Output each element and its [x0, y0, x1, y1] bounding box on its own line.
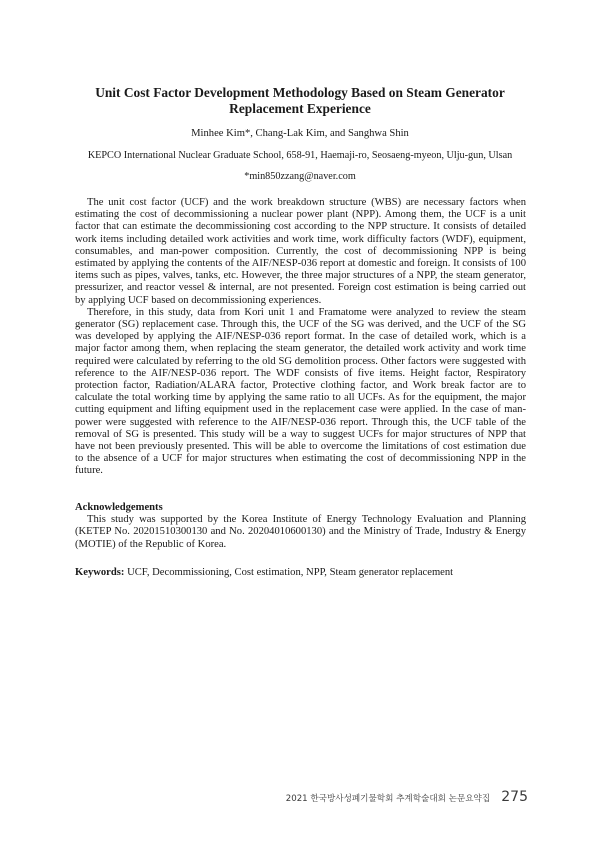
- keywords-section: [75, 567, 526, 579]
- keywords-text: UCF, Decommissioning, Cost estimation, NPP, Steam generator replacement: [124, 567, 454, 578]
- acknowledgements-section: [75, 502, 526, 551]
- page-footer: [286, 786, 528, 805]
- abstract-body: [75, 197, 526, 478]
- acknowledgements-text: This study was supported by the Korea Institute of Energy Technology Evaluation and Planning (KETEP No. 20201510300130 and No. 20204010600130) and the Ministry of Trade, Industry & Energy (MOTIE) of the Republic of Korea.: [75, 514, 526, 550]
- keywords-label: Keywords:: [75, 567, 125, 578]
- conference-name: 2021 한국방사성폐기물학회 추계학술대회 논문요약집: [285, 794, 491, 804]
- corresponding-email: *min850zzang@naver.com: [244, 171, 356, 182]
- acknowledgements-heading: Acknowledgements: [75, 502, 163, 513]
- title-line-1: Unit Cost Factor Development Methodology Based on Steam Generator: [95, 85, 505, 100]
- author-affiliation: KEPCO International Nuclear Graduate School, 658-91, Haemaji-ro, Seosaeng-myeon, Ulju-gun, Ulsan: [87, 150, 513, 161]
- page-number: 275: [501, 789, 528, 805]
- title-line-2: Replacement Experience: [229, 101, 371, 116]
- paper-title: [60, 85, 540, 117]
- author-list: Minhee Kim*, Chang-Lak Kim, and Sanghwa Shin: [191, 128, 409, 139]
- body-paragraph-2: Therefore, in this study, data from Kori unit 1 and Framatome were analyzed to review the steam generator (SG) replacement case. Through this, the UCF of the SG was derived, and the UCF of the SG was developed by applying the AIF/NESP-036 report format. In the case of detailed work, which is a major factor among them, when replacing the steam generator, the detailed work activity and work time required were calculated by referring to the old SG demolition process. Other factors were suggested with reference to the AIF/NESP-036 report. The WDF consists of five items. Height factor, Respiratory protection factor, Radiation/ALARA factor, Protective clothing factor, and Work break factor are to calculate the total working time by applying the same ratio to all UCFs. As for the equipment, the major cutting equipment and lifting equipment used in the replacement case were applied. In the case of man-power were suggested with reference to the AIF/NESP-036 report. Through this, the UCF table of the removal of SG is presented. This study will be a way to suggest UCFs for major structures of NPP that have not been previously presented. This will be able to overcome the limitations of cost estimation due to the absence of a UCF for major structures when estimating the cost of decommissioning NPP in the future.: [75, 306, 526, 477]
- body-paragraph-1: The unit cost factor (UCF) and the work breakdown structure (WBS) are necessary factors when estimating the cost of decommissioning a nuclear power plant (NPP). Among them, the UCF is a unit factor that can estimate the decommissioning cost according to the NPP structure. It consists of detailed work items including detailed work activities and work time, work difficulty factors (WDF), equipment, consumables, and man-power composition. Currently, the cost of decommissioning NPP is being estimated by applying the contents of the AIF/NESP-036 report at domestic and foreign. It consists of 100 items such as pipes, valves, tanks, etc. However, the three major structures of a NPP, the steam generator, pressurizer, and reactor vessel & internal, are not presented. Foreign cost estimation is being carried out by applying UCF based on decommissioning experiences.: [75, 197, 526, 306]
